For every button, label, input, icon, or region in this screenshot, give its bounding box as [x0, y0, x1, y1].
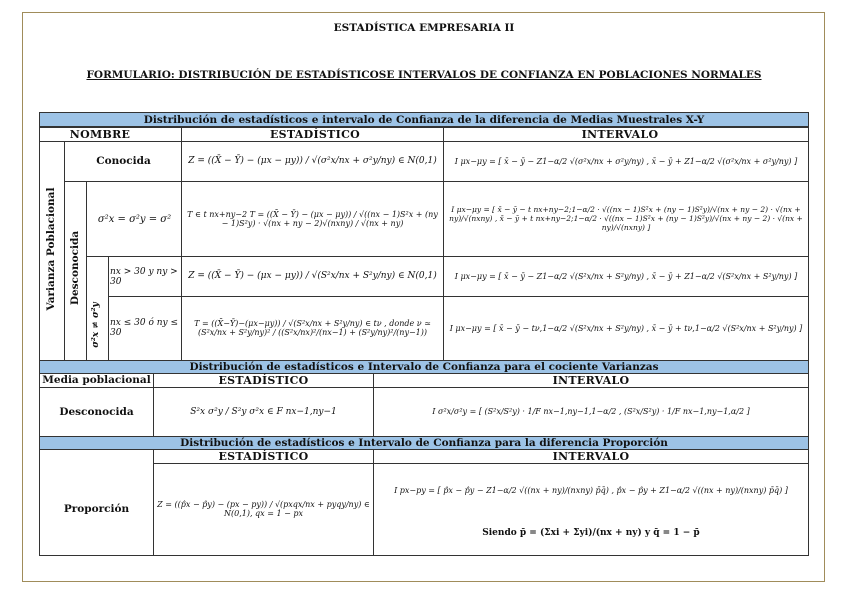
stat-proportion: Z = ((p̂x − p̂y) − (px − py)) / √(pxqx/nx + pyqy/ny) ∈ N(0,1), qx = 1 − px [157, 500, 370, 518]
label-large-sample: nx > 30 y ny > 30 [110, 266, 178, 287]
interval-variance-ratio: I σ²x/σ²y = [ (S²x/S²y) · 1/F nx−1,ny−1,1−α/2 , (S²x/S²y) · 1/F nx−1,ny−1,α/2 ] [432, 407, 750, 416]
col-media-poblacional: Media poblacional [42, 374, 151, 386]
section1-band: Distribución de estadísticos e intervalo de Confianza de la diferencia de Medias Muestrales X-Y [39, 112, 809, 127]
stat-small-sample: T = ((X̄−Ȳ)−(μx−μy)) / √(S²x/nx + S²y/ny) ∈ tν , donde ν ≃ (S²x/nx + S²y/ny)² / ((S²x/nx)²/(nx−1) + (S²y/ny)²/(ny−1)) [194, 319, 431, 337]
interval-large-sample: I μx−μy = [ x̄ − ȳ − Z1−α/2 √(S²x/nx + S²y/ny) , x̄ − ȳ + Z1−α/2 √(S²x/nx + S²y/ny) ] [454, 271, 798, 281]
interval-small-sample: I μx−μy = [ x̄ − ȳ − tν,1−α/2 √(S²x/nx + S²y/ny) , x̄ − ȳ + tν,1−α/2 √(S²x/nx + S²y/ny) ] [449, 323, 803, 333]
section3-band: Distribución de estadísticos e Intervalo de Confianza para la diferencia Proporción [39, 436, 809, 450]
label-conocida: Conocida [96, 155, 151, 167]
page-title: ESTADÍSTICA EMPRESARIA II [333, 22, 515, 34]
col-intervalo-2: INTERVALO [552, 374, 630, 387]
interval-equal-var: I μx−μy = [ x̄ − ȳ − t nx+ny−2;1−α/2 · √((nx − 1)S²x + (ny − 1)S²y)/√(nx + ny − 2) · √(nx + ny)/√(nxny) , x̄ − ȳ + t nx+ny−2;1−α/2 · √((nx − 1)S²x + (ny − 1)S²y)/√(nx + ny − 2) · √(nx + ny)/√(nxny) ] [449, 205, 803, 232]
page-subtitle: FORMULARIO: DISTRIBUCIÓN DE ESTADÍSTICOSE INTERVALOS DE CONFIANZA EN POBLACIONES NORMALES [86, 69, 762, 81]
label-diff-var: σ²x ≠ σ²y [91, 302, 101, 348]
label-equal-var: σ²x = σ²y = σ² [97, 213, 172, 225]
proportion-note: Siendo p̄ = (Σxi + Σyi)/(nx + ny) y q̄ = 1 − p̄ [482, 528, 700, 538]
col-estadistico-3: ESTADÍSTICO [218, 450, 309, 463]
label-desconocida-var: Desconocida [59, 405, 134, 418]
col-estadistico-2: ESTADÍSTICO [218, 374, 309, 387]
col-nombre: NOMBRE [69, 128, 131, 141]
col-intervalo: INTERVALO [581, 128, 659, 141]
stat-variance-ratio: S²x σ²y / S²y σ²x ∈ F nx−1,ny−1 [190, 406, 337, 417]
side-label-varianza: Varianza Poblacional [45, 187, 57, 311]
col-estadistico: ESTADÍSTICO [269, 128, 361, 141]
label-desconocida: Desconocida [69, 230, 81, 306]
stat-large-sample: Z = ((X̄ − Ȳ) − (μx − μy)) / √(S²x/nx + S²y/ny) ∈ N(0,1) [188, 271, 437, 281]
label-proporcion: Proporción [63, 503, 130, 515]
interval-proportion: I px−py = [ p̂x − p̂y − Z1−α/2 √((nx + ny)/(nxny) p̄q̄) , p̂x − p̂y + Z1−α/2 √((nx + ny)/(nxny) p̄q̄) ] [394, 485, 788, 495]
stat-equal-var: T ∈ t nx+ny−2 T = ((X̄ − Ȳ) − (μx − μy)) / √((nx − 1)S²x + (ny − 1)S²y) · √(nx + ny − 2)√(nxny) / √(nx + ny) [187, 209, 438, 228]
col-intervalo-3: INTERVALO [552, 450, 630, 463]
section2-band: Distribución de estadísticos e Intervalo de Confianza para el cociente Varianzas [39, 360, 809, 374]
label-small-sample: nx ≤ 30 ó ny ≤ 30 [110, 318, 179, 338]
stat-known: Z = ((X̄ − Ȳ) − (μx − μy)) / √(σ²x/nx + σ²y/ny) ∈ N(0,1) [188, 156, 437, 166]
interval-known: I μx−μy = [ x̄ − ȳ − Z1−α/2 √(σ²x/nx + σ²y/ny) , x̄ − ȳ + Z1−α/2 √(σ²x/nx + σ²y/ny) ] [454, 156, 798, 166]
